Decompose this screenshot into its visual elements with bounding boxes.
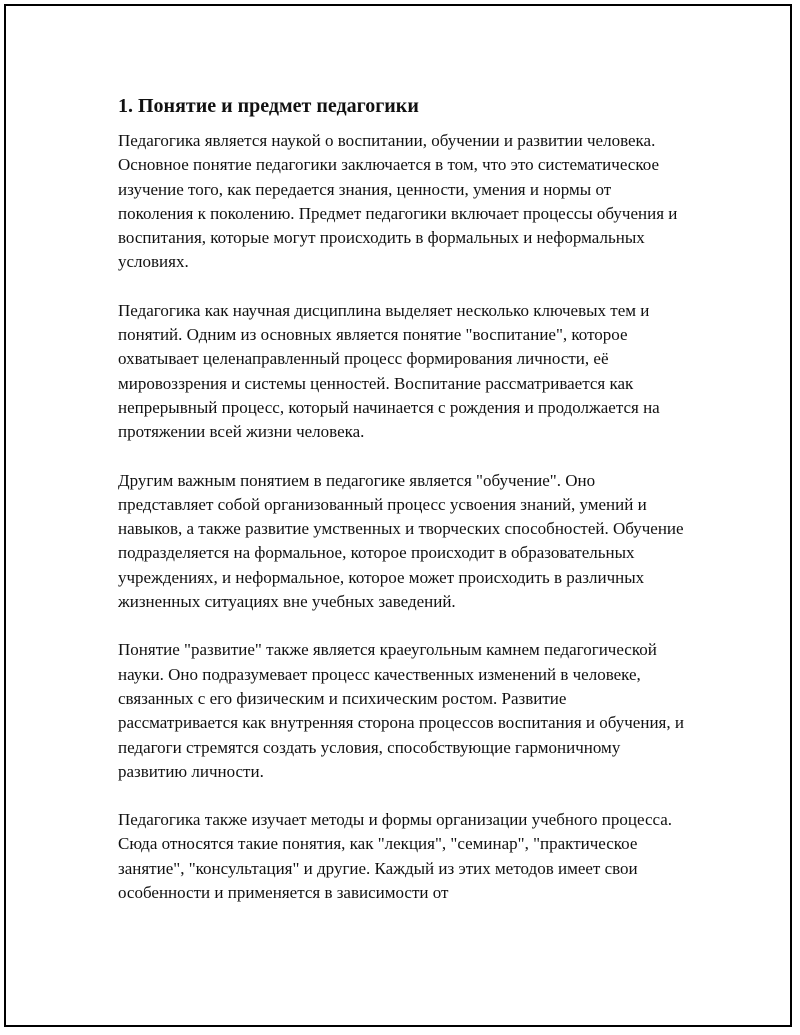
paragraph-2: Педагогика как научная дисциплина выделяет несколько ключевых тем и понятий. Одним из основных является понятие "воспитание", которое охватывает целенаправленный процесс формирования личности, её мировоззрения и системы ценностей. Воспитание рассматривается как непрерывный процесс, который начинается с рождения и продолжается на протяжении всей жизни человека.	[118, 300, 660, 442]
paragraph-3: Другим важным понятием в педагогике является "обучение". Оно представляет собой организованный процесс усвоения знаний, умений и навыков, а также развитие умственных и творческих способностей. Обучение подразделяется на формальное, которое происходит в образовательных учреждениях, и неформальное, которое может происходить в различных жизненных ситуациях вне учебных заведений.	[118, 470, 684, 612]
document-body	[118, 93, 688, 905]
paragraph-4: Понятие "развитие" также является краеугольным камнем педагогической науки. Оно подразумевает процесс качественных изменений в человеке, связанных с его физическим и психическим ростом. Развитие рассматривается как внутренняя сторона процессов воспитания и обучения, и педагоги стремятся создать условия, способствующие гармоничному развитию личности.	[118, 640, 684, 781]
paragraph-5: Педагогика также изучает методы и формы организации учебного процесса. Сюда относятся такие понятия, как "лекция", "семинар", "практическое занятие", "консультация" и другие. Каждый из этих методов имеет свои особенности и применяется в зависимости от	[118, 810, 673, 903]
section-heading: 1. Понятие и предмет педагогики	[118, 95, 419, 117]
paragraph-1: Педагогика является наукой о воспитании, обучении и развитии человека. Основное понятие педагогики заключается в том, что это систематическое изучение того, как передается знания, ценности, умения и нормы от поколения к поколению. Предмет педагогики включает процессы обучения и воспитания, которые могут происходить в формальных и неформальных условиях.	[118, 131, 678, 272]
